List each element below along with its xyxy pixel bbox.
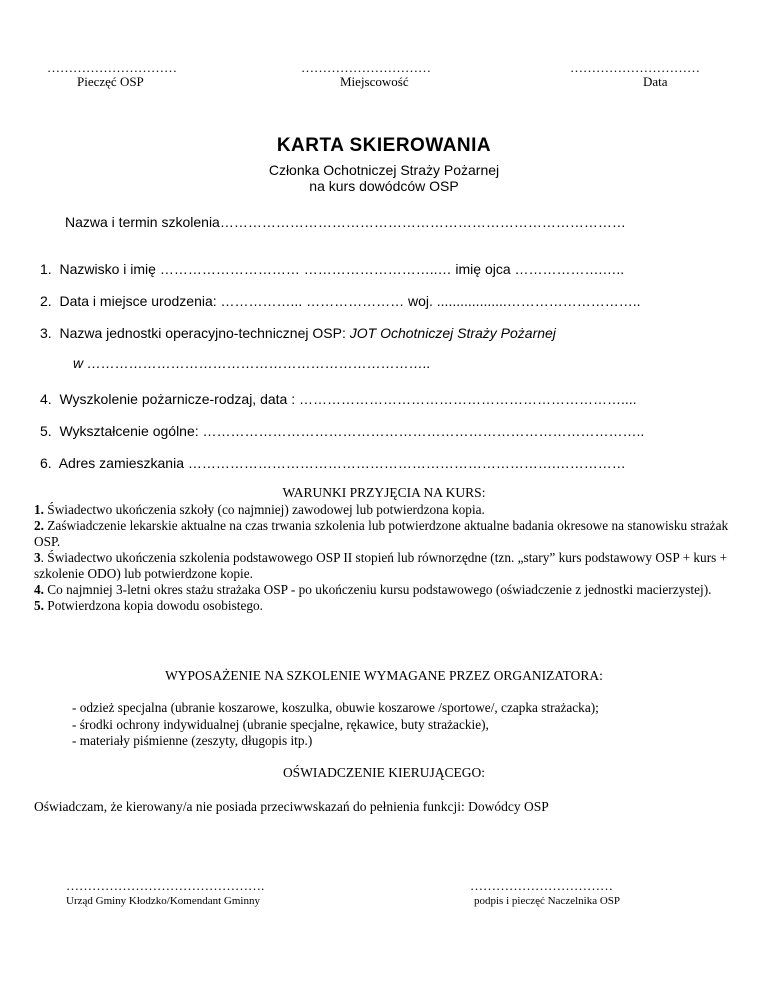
signature-right-label: podpis i pieczęć Naczelnika OSP	[474, 895, 621, 907]
condition-item: 1. Świadectwo ukończenia szkoły (co najmniej) zawodowej lub potwierdzona kopia.	[34, 502, 485, 517]
field-training[interactable]	[40, 391, 637, 407]
field-label: Wykształcenie ogólne:	[59, 423, 199, 439]
subtitle-line-1: Członka Ochotniczej Straży Pożarnej	[268, 162, 500, 178]
condition-item: 4. Co najmniej 3-letni okres stażu strażaka OSP - po ukończeniu kursu podstawowego (oświadczenie z jednostki macierzystej).	[34, 582, 712, 597]
field-fill: ……………………………………………………………....	[299, 391, 637, 407]
date-line: …………………………	[570, 60, 700, 75]
field-label: Nazwisko i imię	[59, 261, 156, 277]
field-fill: ………………………… ………………………..… imię ojca ……………….…..	[159, 261, 625, 277]
condition-item: 3. Świadectwo ukończenia szkolenia podstawowego OSP II stopień lub równorzędne (tzn. „stary” kurs podstawowy OSP + kurs + szkolenie ODO) lub potwierdzone kopie.	[34, 550, 728, 581]
signature-left-line[interactable]: ……………………………………….	[66, 878, 265, 893]
equipment-heading: WYPOSAŻENIE NA SZKOLENIE WYMAGANE PRZEZ ORGANIZATORA:	[165, 668, 603, 683]
conditions-list	[34, 502, 734, 614]
field-label: Adres zamieszkania	[58, 455, 184, 471]
date-label: Data	[643, 74, 668, 89]
equipment-item: - odzież specjalna (ubranie koszarowe, koszulka, obuwie koszarowe /sportowe/, czapka strażacka);	[72, 700, 599, 715]
field-surname[interactable]	[40, 261, 624, 277]
field-birth[interactable]	[40, 293, 641, 309]
field-label: Wyszkolenie pożarnicze-rodzaj, data :	[59, 391, 296, 407]
training-name-field[interactable]: Nazwa i termin szkolenia……………………………………………………………………………	[65, 214, 626, 230]
signature-right-line[interactable]: ……………………………	[470, 878, 613, 893]
field-fill: ……………... ………………… woj. ..................………………………..	[220, 293, 641, 309]
subtitle-line-2: na kurs dowódców OSP	[309, 178, 459, 194]
declaration-heading: OŚWIADCZENIE KIERUJĄCEGO:	[282, 765, 486, 780]
equipment-item: - materiały piśmienne (zeszyty, długopis itp.)	[72, 733, 313, 748]
field-unit-line-2[interactable]: w ………………………………………………………………..	[73, 355, 431, 371]
place-label: Miejscowość	[340, 74, 409, 89]
conditions-heading: WARUNKI PRZYJĘCIA NA KURS:	[282, 485, 486, 500]
field-label: Data i miejsce urodzenia:	[59, 293, 217, 309]
document-title: KARTA SKIEROWANIA	[276, 135, 492, 156]
condition-item: 2. Zaświadczenie lekarskie aktualne na czas trwania szkolenia lub potwierdzone aktualne badania okresowe na stanowisku strażak OSP.	[34, 518, 729, 549]
stamp-line: …………………………	[47, 60, 177, 75]
declaration-text: Oświadczam, że kierowany/a nie posiada przeciwwskazań do pełnienia funkcji: Dowódcy OSP	[34, 799, 549, 814]
equipment-item: - środki ochrony indywidualnej (ubranie specjalne, rękawice, buty strażackie),	[72, 716, 489, 732]
field-number: 6.	[40, 455, 52, 471]
field-fill: …………………………………………………………………….……………	[187, 455, 626, 471]
field-number: 4.	[40, 391, 52, 407]
field-fill: …………………………………………………………………………………..	[202, 423, 645, 439]
field-unit[interactable]	[40, 325, 556, 341]
condition-item: 5. Potwierdzona kopia dowodu osobistego.	[34, 598, 263, 613]
field-label: Nazwa jednostki operacyjno-technicznej OSP:	[59, 325, 346, 341]
field-number: 3.	[40, 325, 52, 341]
field-address[interactable]	[40, 455, 626, 471]
field-number: 1.	[40, 261, 52, 277]
signature-left-label: Urząd Gminy Kłodzko/Komendant Gminny	[66, 895, 260, 907]
field-number: 5.	[40, 423, 52, 439]
field-number: 2.	[40, 293, 52, 309]
place-line: …………………………	[301, 60, 431, 75]
stamp-label: Pieczęć OSP	[77, 74, 144, 89]
field-unit-value: JOT Ochotniczej Straży Pożarnej	[349, 325, 556, 341]
field-education[interactable]	[40, 423, 644, 439]
equipment-list	[72, 700, 599, 750]
